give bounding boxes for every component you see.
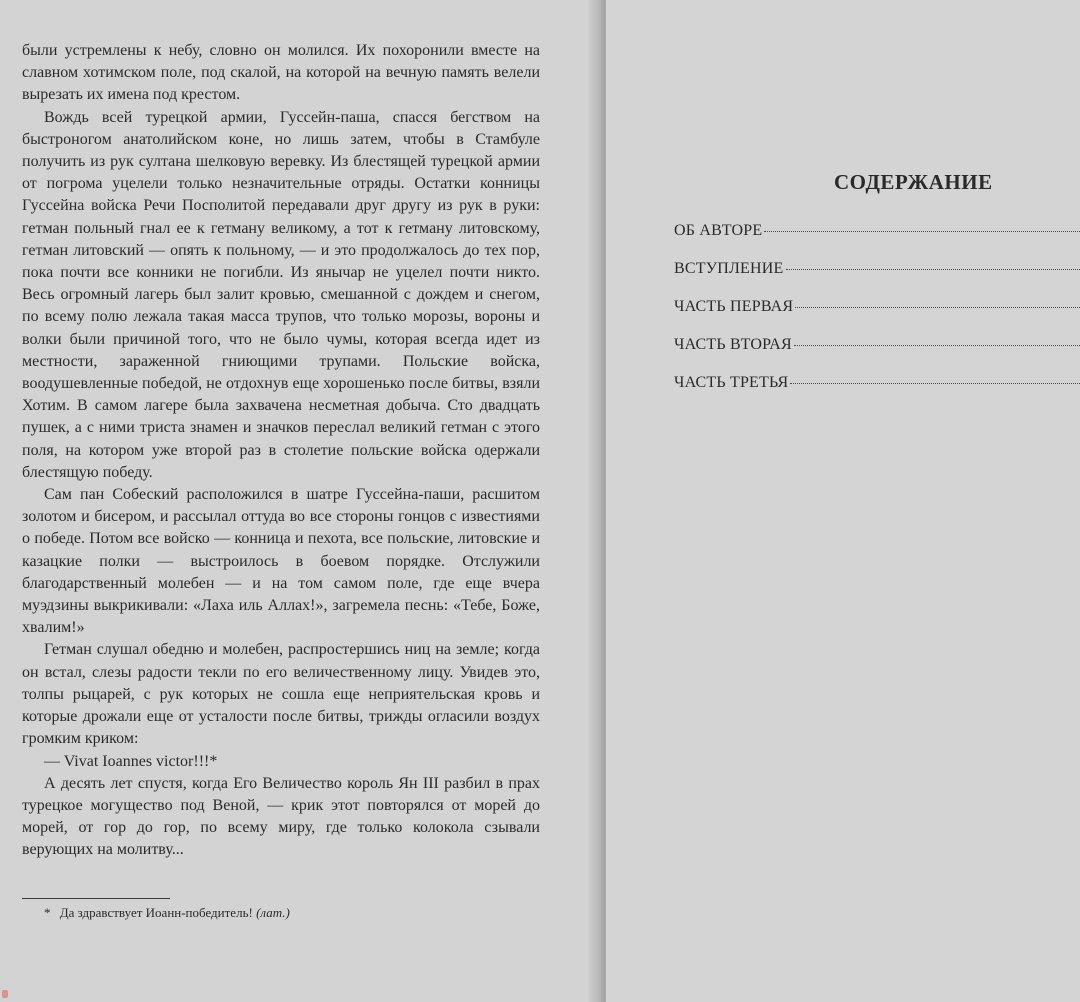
right-page — [606, 0, 1080, 1002]
table-of-contents — [674, 222, 1080, 412]
body-text — [22, 40, 540, 862]
footnote-rule — [22, 898, 170, 899]
paragraph: А десять лет спустя, когда Его Величество король Ян III разбил в прах турецкое могущество под Веной, — крик этот повторялся от морей до морей, от гор до гор, по всему миру, где только колокола сзывали верующих на молитву... — [22, 774, 540, 859]
toc-title: СОДЕРЖАНИЕ — [834, 170, 993, 194]
footnote — [44, 904, 544, 922]
toc-leader-dots — [794, 345, 1080, 346]
footnote-lang: (лат.) — [256, 905, 290, 920]
toc-item-part-three[interactable] — [674, 374, 1080, 412]
toc-leader-dots — [764, 231, 1080, 232]
toc-item-introduction[interactable] — [674, 260, 1080, 298]
toc-item-label: ЧАСТЬ ТРЕТЬЯ — [674, 374, 789, 391]
toc-item-label: ВСТУПЛЕНИЕ — [674, 260, 784, 277]
toc-item-label: ЧАСТЬ ПЕРВАЯ — [674, 298, 794, 315]
toc-item-part-one[interactable] — [674, 298, 1080, 336]
paragraph: были устремлены к небу, словно он молился. Их похоронили вместе на славном хотимском поле, под скалой, на которой на вечную память велели вырезать их имена под крестом. — [22, 42, 540, 104]
toc-leader-dots — [790, 383, 1080, 384]
paragraph: Сам пан Собеский расположился в шатре Гуссейна-паши, расшитом золотом и бисером, и рассылал оттуда во все стороны гонцов с известиями о победе. Потом все войско — конница и пехота, все польские, литовские и казацкие полки — выстроилось в боевом порядке. Отслужили благодарственный молебен — и на том самом поле, где еще вчера муэдзины выкрикивали: «Лаха иль Аллах!», загремела песнь: «Тебе, Боже, хвалим!» — [22, 486, 540, 637]
footnote-text: Да здравствует Иоанн-победитель! — [59, 905, 253, 920]
paragraph: Вождь всей турецкой армии, Гуссейн-паша, спасся бегством на быстроногом анатолийском коне, но лишь затем, чтобы в Стамбуле получить из рук султана шелковую веревку. Из блестящей турецкой армии от погрома уцелели только незначительные отряды. Остатки конницы Гуссейна войска Речи Посполитой передавали друг другу из рук в руки: гетман польный гнал ее к гетману великому, а тот к гетману литовскому, гетман литовский — опять к польному, — и это продолжалось до тех пор, пока почти все конники не погибли. Из янычар не уцелел почти никто. Весь огромный лагерь был залит кровью, смешанной с дождем и снегом, по всему полю лежала такая масса трупов, что только морозы, вороны и волки были причиной того, что не было чумы, которая всегда идет из местности, зараженной гниющими трупами. Польские войска, воодушевленные победой, не отдохнув еще хорошенько после битвы, взяли Хотим. В самом лагере была захвачена несметная добыча. Сто двадцать пушек, а с ними триста знамен и значков переслал великий гетман с этого поля, на котором уже второй раз в столетие польские войска одержали блестящую победу. — [22, 108, 540, 481]
edge-mark — [2, 990, 8, 998]
toc-leader-dots — [786, 269, 1080, 270]
footnote-mark: * — [44, 905, 51, 920]
toc-item-part-two[interactable] — [674, 336, 1080, 374]
toc-leader-dots — [795, 307, 1080, 308]
paragraph-exclamation: — Vivat Ioannes victor!!!* — [44, 752, 218, 770]
toc-item-about-author[interactable] — [674, 222, 1080, 260]
paragraph: Гетман слушал обедню и молебен, распростершись ниц на земле; когда он встал, слезы радости текли по его величественному лицу. Увидев это, толпы рыцарей, с рук которых не сошла еще неприятельская кровь и которые дрожали еще от усталости после битвы, трижды огласили воздух громким криком: — [22, 641, 540, 748]
toc-item-label: ОБ АВТОРЕ — [674, 222, 763, 239]
toc-item-label: ЧАСТЬ ВТОРАЯ — [674, 336, 792, 353]
